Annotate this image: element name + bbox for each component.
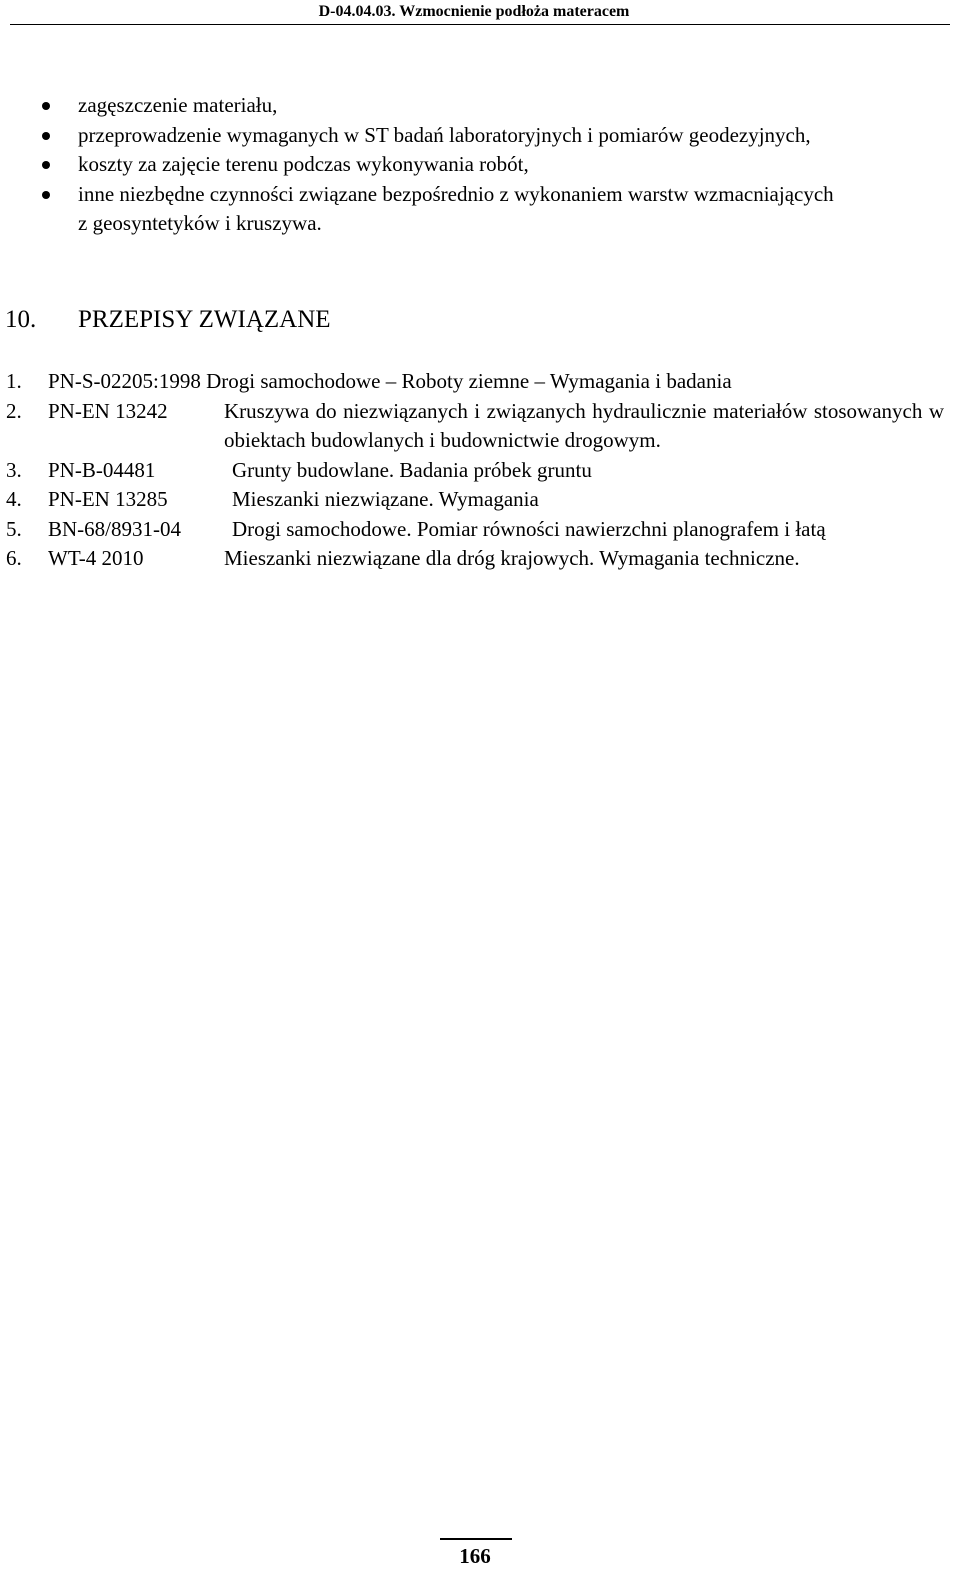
reference-description: Grunty budowlane. Badania próbek gruntu xyxy=(232,457,592,482)
reference-number: 2. xyxy=(6,398,22,423)
reference-code: PN-S-02205:1998 Drogi samochodowe – Roboty ziemne – Wymagania i badania xyxy=(48,369,732,393)
page-header xyxy=(0,0,960,24)
list-item-text: zagęszczenie materiału, xyxy=(78,93,278,117)
list-item-text: koszty za zajęcie terenu podczas wykonywania robót, xyxy=(78,152,529,176)
bullet-icon xyxy=(42,132,50,140)
list-item xyxy=(0,150,960,180)
reference-description: Mieszanki niezwiązane. Wymagania xyxy=(232,487,539,511)
page-number: 166 xyxy=(459,1544,491,1568)
reference-code: PN-EN 13242 xyxy=(48,398,168,423)
list-item-text: przeprowadzenie wymaganych w ST badań laboratoryjnych i pomiarów geodezyjnych, xyxy=(78,122,811,147)
reference-item xyxy=(0,485,960,515)
reference-description: Mieszanki niezwiązane dla dróg krajowych. Wymagania techniczne. xyxy=(224,546,800,570)
reference-number: 1. xyxy=(6,369,22,393)
reference-code: PN-EN 13285 xyxy=(48,487,168,511)
reference-code: WT-4 2010 xyxy=(48,546,144,570)
list-item xyxy=(0,121,960,151)
footer-divider xyxy=(440,1538,512,1540)
reference-code: PN-B-04481 xyxy=(48,457,156,482)
reference-item xyxy=(0,456,960,486)
bullet-icon xyxy=(42,191,50,199)
section-title: PRZEPISY ZWIĄZANE xyxy=(78,306,331,333)
reference-code: BN-68/8931-04 xyxy=(48,516,181,541)
header-title: D-04.04.03. Wzmocnienie podłoża materacem xyxy=(318,3,630,20)
bullet-icon xyxy=(42,102,50,110)
reference-number: 5. xyxy=(6,516,22,541)
references-list xyxy=(0,367,960,574)
reference-item xyxy=(0,367,960,397)
reference-item xyxy=(0,515,960,545)
reference-description: Kruszywa do niezwiązanych i związanych hydraulicznie materiałów stosowanych w obiektach budowlanych i budownictwie drogowym. xyxy=(224,398,944,452)
list-item xyxy=(0,180,846,239)
reference-number: 6. xyxy=(6,546,22,570)
header-divider xyxy=(10,24,950,25)
bullet-list xyxy=(0,91,960,239)
list-item-text: inne niezbędne czynności związane bezpośrednio z wykonaniem warstw wzmacniających z geosyntetyków i kruszywa. xyxy=(78,181,834,235)
reference-number: 3. xyxy=(6,457,22,482)
section-number: 10. xyxy=(5,306,37,333)
reference-item xyxy=(0,397,960,456)
list-item xyxy=(0,91,960,121)
bullet-icon xyxy=(42,161,50,169)
reference-item xyxy=(0,544,960,574)
reference-description: Drogi samochodowe. Pomiar równości nawierzchni planografem i łatą xyxy=(232,516,826,541)
reference-number: 4. xyxy=(6,487,22,511)
